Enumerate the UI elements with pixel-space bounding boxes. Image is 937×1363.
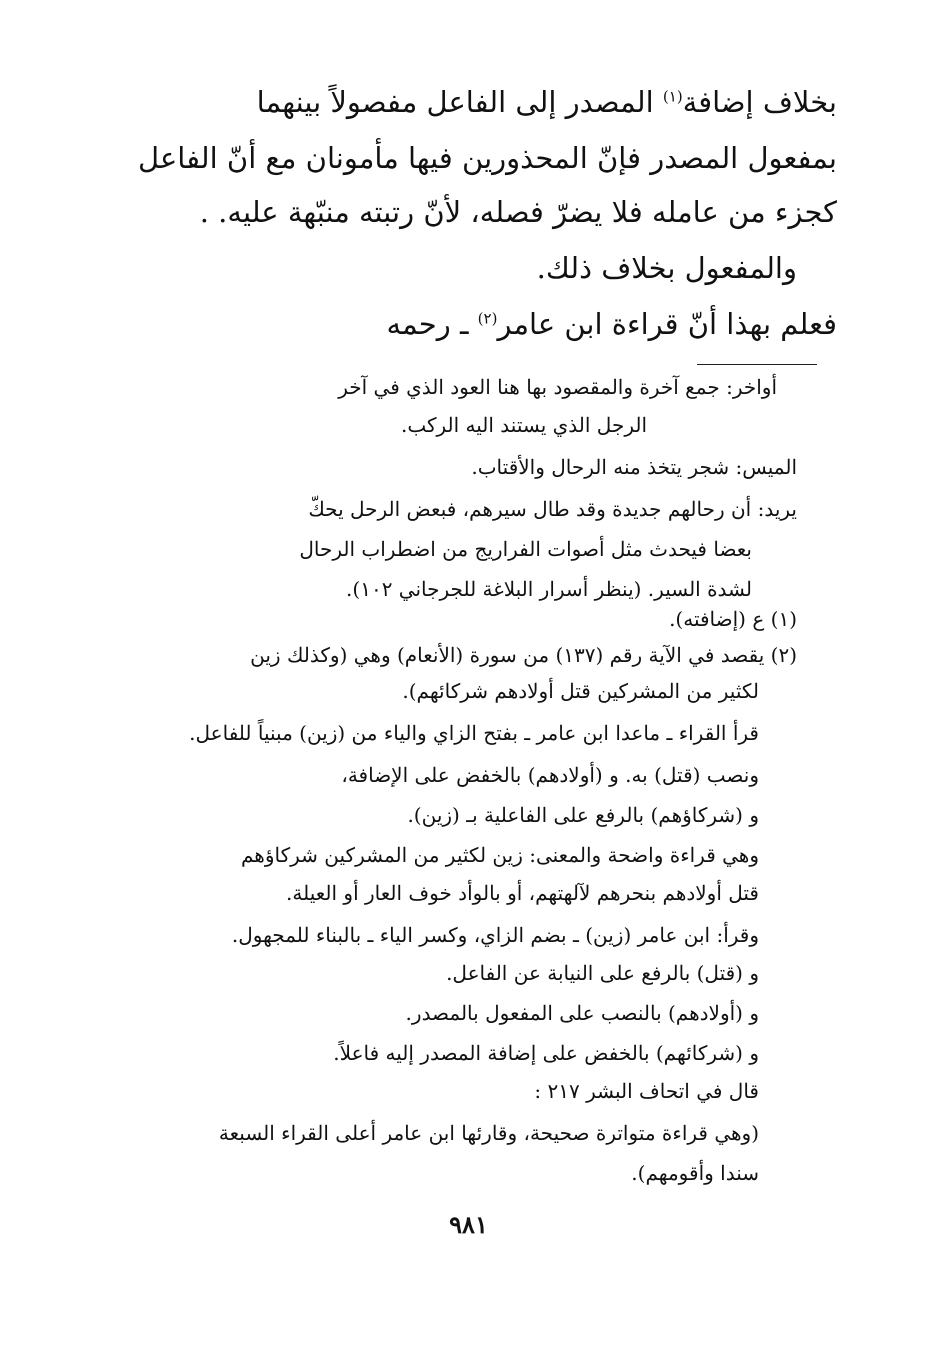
main-text-fragment: المصدر إلى الفاعل مفصولاً بينهما <box>256 85 663 119</box>
footnote-2-line: وهي قراءة واضحة والمعنى: زين لكثير من المشركين شركاؤهم <box>241 843 759 867</box>
footnote-ref-1: (١) <box>662 87 683 106</box>
footnote-2-line: سندا وأقومهم). <box>631 1161 759 1185</box>
gloss-line: الميس: شجر يتخذ منه الرحال والأقتاب. <box>471 455 797 479</box>
footnote-2-line: قرأ القراء ـ ماعدا ابن عامر ـ بفتح الزاي والياء من (زين) مبنياً للفاعل. <box>189 721 759 745</box>
main-text-line-2: بمفعول المصدر فإنّ المحذورين فيها مأمونان مع أنّ الفاعل <box>138 141 837 175</box>
gloss-line: أواخر: جمع آخرة والمقصود بها هنا العود الذي في آخر <box>338 375 777 399</box>
footnote-2-line: قال في اتحاف البشر ٢١٧ : <box>534 1079 759 1103</box>
gloss-line: الرجل الذي يستند اليه الركب. <box>400 413 647 437</box>
footnote-1: (١) ع (إضافته). <box>669 607 797 631</box>
main-text-fragment: ـ رحمه <box>386 307 478 341</box>
main-text-line-5 <box>386 304 837 344</box>
footnote-2-line: لكثير من المشركين قتل أولادهم شركائهم). <box>402 679 759 703</box>
page-number: ٩٨١ <box>449 1210 488 1239</box>
footnote-2-line: و (شركاؤهم) بالرفع على الفاعلية بـ (زين). <box>407 803 759 827</box>
main-text-fragment: فعلم بهذا أنّ قراءة ابن عامر <box>497 307 837 341</box>
main-text-line-3: كجزء من عامله فلا يضرّ فصله، لأنّ رتبته منبّهة عليه. . <box>199 195 837 229</box>
main-text-line-4: والمفعول بخلاف ذلك. <box>536 251 797 285</box>
main-text-line-1 <box>257 82 837 122</box>
footnote-2-line: ونصب (قتل) به. و (أولادهم) بالخفض على الإضافة، <box>341 763 759 787</box>
gloss-line: يريد: أن رحالهم جديدة وقد طال سيرهم، فبعض الرحل يحكّ <box>308 497 797 521</box>
footnote-2-line: و (أولادهم) بالنصب على المفعول بالمصدر. <box>405 1001 759 1025</box>
footnote-separator <box>697 364 817 365</box>
gloss-line: بعضا فيحدث مثل أصوات الفراريج من اضطراب الرحال <box>299 537 752 561</box>
footnote-ref-2: (٢) <box>477 309 498 328</box>
gloss-line: لشدة السير. (ينظر أسرار البلاغة للجرجاني ١٠٢). <box>346 577 752 601</box>
footnote-2-line: و (شركائهم) بالخفض على إضافة المصدر إليه فاعلاً. <box>333 1041 759 1065</box>
footnote-2-line: و (قتل) بالرفع على النيابة عن الفاعل. <box>446 961 759 985</box>
footnote-2-line: (٢) يقصد في الآية رقم (١٣٧) من سورة (الأنعام) وهي (وكذلك زين <box>250 643 797 667</box>
footnote-2-line: وقرأ: ابن عامر (زين) ـ بضم الزاي، وكسر الياء ـ بالبناء للمجهول. <box>231 923 759 947</box>
footnote-2-line: (وهي قراءة متواترة صحيحة، وقارئها ابن عامر أعلى القراء السبعة <box>218 1121 759 1145</box>
main-text-fragment: بخلاف إضافة <box>682 85 837 119</box>
footnote-2-line: قتل أولادهم بنحرهم لآلهتهم، أو بالوأد خوف العار أو العيلة. <box>286 881 759 905</box>
